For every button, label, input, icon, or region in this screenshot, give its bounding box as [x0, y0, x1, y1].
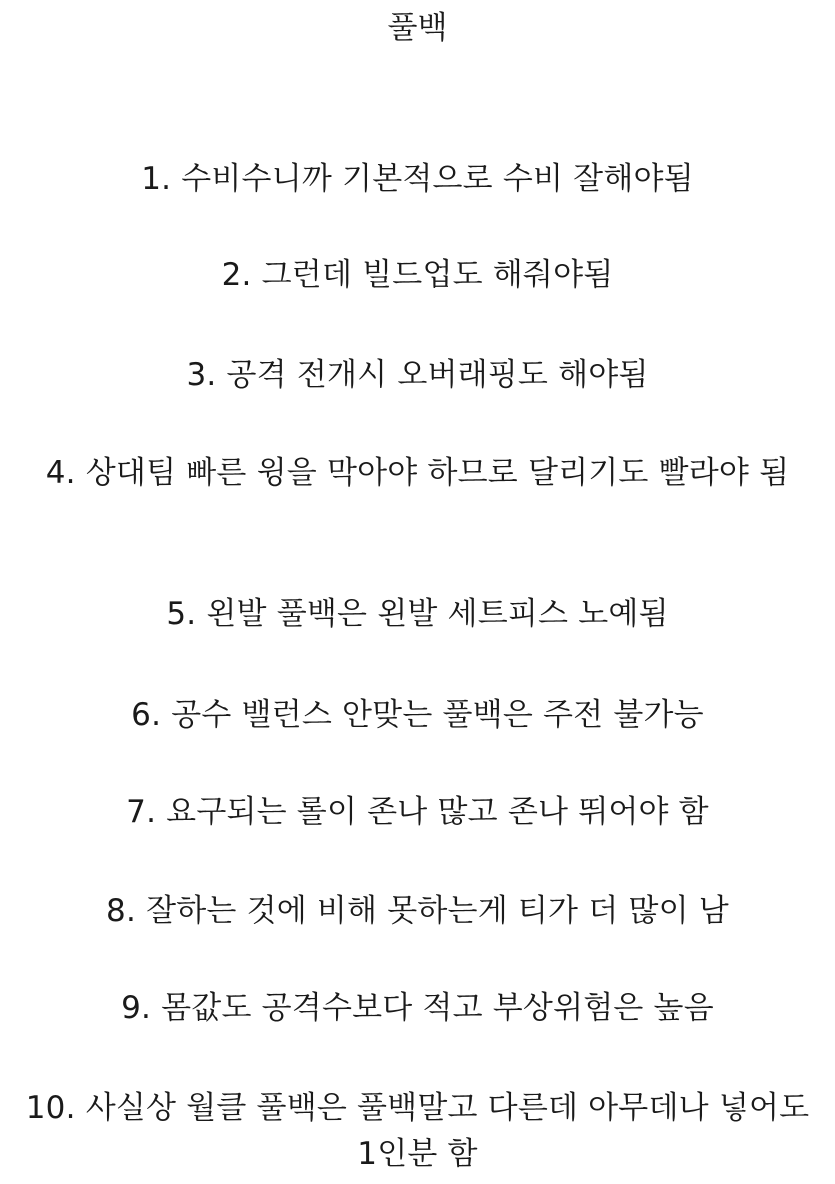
- list-item-3: 3. 공격 전개시 오버래핑도 해야됨: [186, 357, 649, 393]
- list-item-7: 7. 요구되는 롤이 존나 많고 존나 뛰어야 함: [126, 794, 709, 830]
- list-item-10: 10. 사실상 월클 풀백은 풀백말고 다른데 아무데나 넣어도 1인분 함: [25, 1090, 810, 1172]
- list-item-4: 4. 상대팀 빠른 윙을 막아야 하므로 달리기도 빨라야 됨: [45, 455, 790, 491]
- page-title: 풀백: [387, 10, 448, 46]
- list-item-6: 6. 공수 밸런스 안맞는 풀백은 주전 불가능: [131, 697, 704, 733]
- list-item-8: 8. 잘하는 것에 비해 못하는게 티가 더 많이 남: [106, 893, 729, 929]
- list-item-9: 9. 몸값도 공격수보다 적고 부상위험은 높음: [121, 990, 714, 1026]
- list-item-1: 1. 수비수니까 기본적으로 수비 잘해야됨: [141, 161, 694, 197]
- list-item-5: 5. 왼발 풀백은 왼발 세트피스 노예됨: [166, 596, 669, 632]
- list-item-2: 2. 그런데 빌드업도 해줘야됨: [221, 257, 614, 293]
